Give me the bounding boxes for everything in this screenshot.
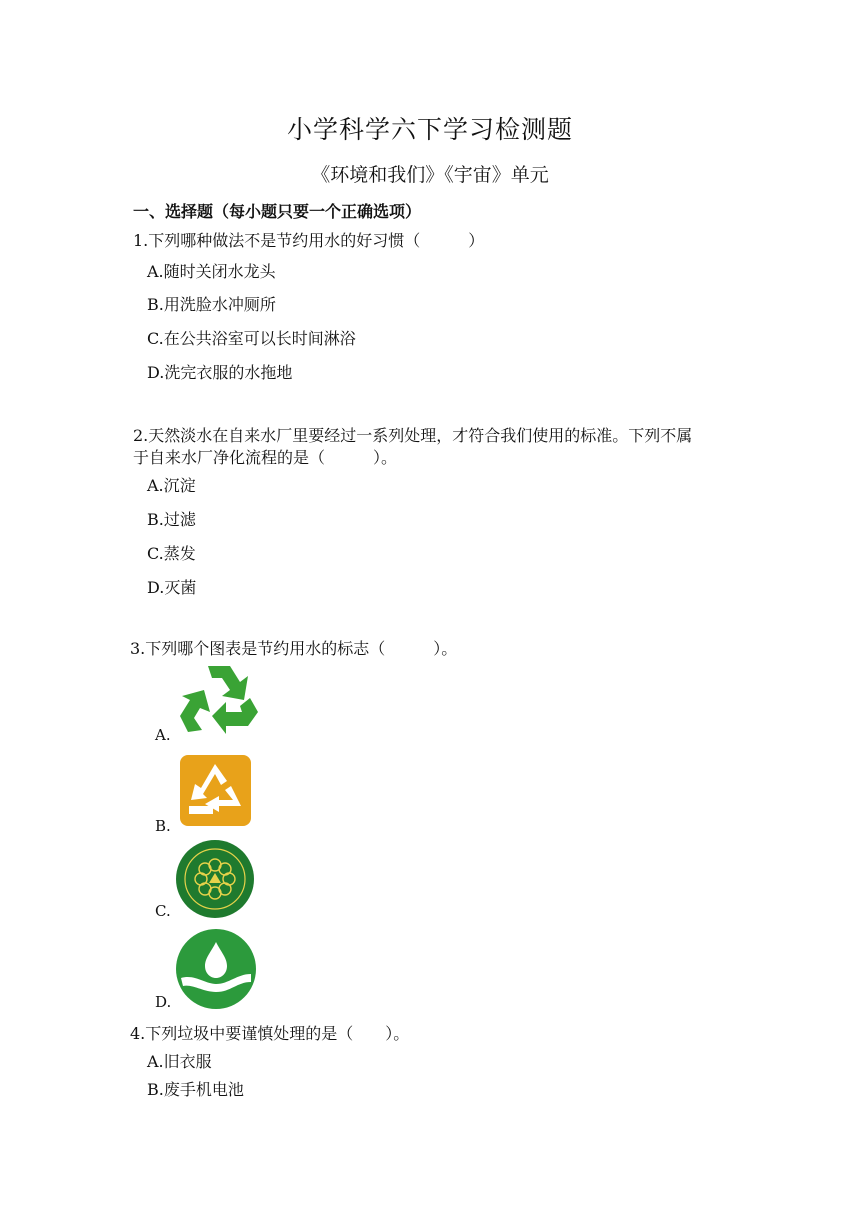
page-subtitle: 《环境和我们》《宇宙》单元 — [311, 164, 549, 186]
recycle-icon — [178, 660, 260, 738]
q1-option-c: C.在公共浴室可以长时间淋浴 — [147, 329, 356, 348]
q3-option-d-label: D. — [155, 993, 172, 1011]
recycle-triangle-icon — [179, 754, 252, 827]
q1-option-b: B.用洗脸水冲厕所 — [147, 295, 276, 314]
question-1-stem: 1.下列哪种做法不是节约用水的好习惯（ ） — [133, 231, 485, 250]
q4-option-a: A.旧衣服 — [147, 1052, 212, 1071]
question-4-stem: 4.下列垃圾中要谨慎处理的是（ ）。 — [130, 1024, 410, 1043]
question-3-stem: 3.下列哪个图表是节约用水的标志（ ）。 — [130, 639, 458, 658]
q2-option-c: C.蒸发 — [147, 544, 196, 563]
china-environmental-label-icon — [175, 839, 255, 919]
q2-option-d: D.灭菌 — [147, 578, 197, 597]
q3-option-a-label: A. — [155, 726, 171, 744]
section-heading: 一、选择题（每小题只要一个正确选项） — [133, 202, 422, 221]
question-2-stem-line2: 于自来水厂净化流程的是（ ）。 — [133, 448, 398, 467]
q4-option-b: B.废手机电池 — [147, 1080, 244, 1099]
q2-option-b: B.过滤 — [147, 510, 196, 529]
water-saving-icon — [175, 928, 257, 1010]
q2-option-a: A.沉淀 — [147, 476, 196, 495]
q1-option-d: D.洗完衣服的水拖地 — [147, 363, 293, 382]
question-2-stem-line1: 2.天然淡水在自来水厂里要经过一系列处理，才符合我们使用的标准。下列不属 — [133, 426, 693, 445]
q3-option-b-label: B. — [155, 817, 171, 835]
q3-option-c-label: C. — [155, 902, 171, 920]
page-title: 小学科学六下学习检测题 — [286, 115, 573, 144]
q1-option-a: A.随时关闭水龙头 — [147, 262, 276, 281]
